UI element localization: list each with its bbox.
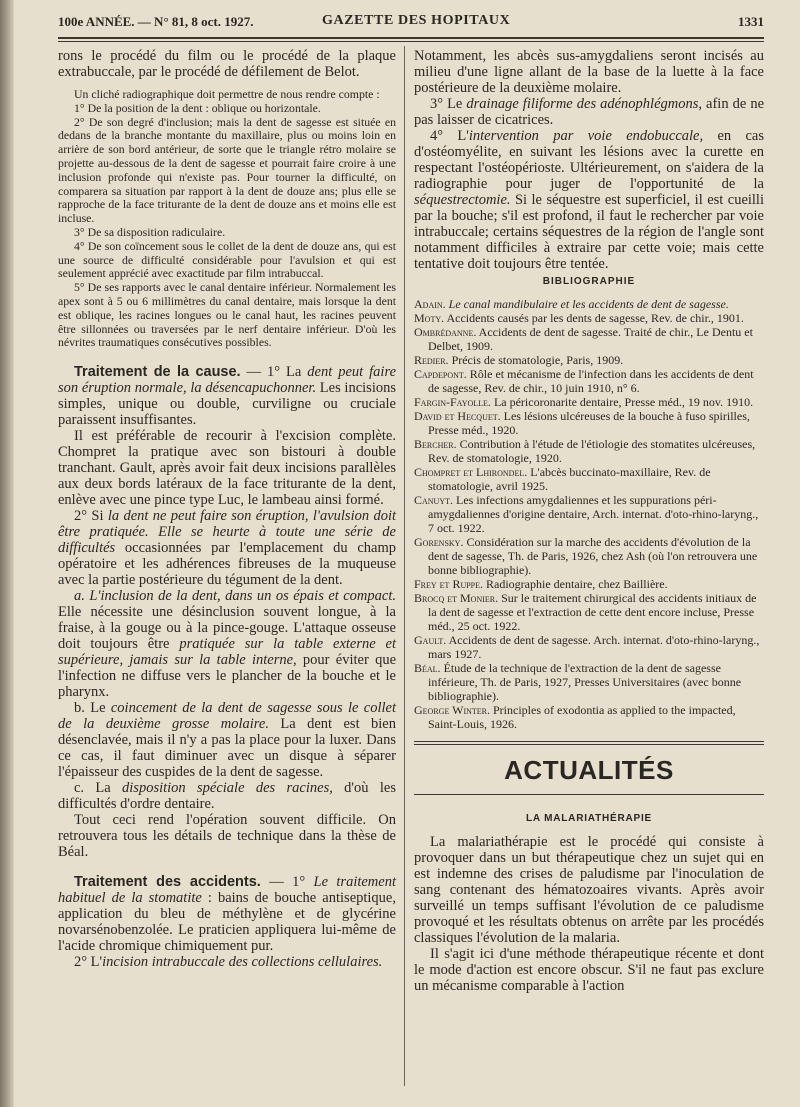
text-run: 2° Si xyxy=(74,508,108,525)
bibliography-entry xyxy=(414,465,764,493)
paragraph: Il est préférable de recourir à l'excision complète. Chompret la pratique avec son bistouri à double tranchant. Gault, après avoir fait deux incisions parallèles aux deux bords latéraux de la face triturante de la dent, enlève avec une pince type Luc, le lambeau ainsi formé. xyxy=(58,428,396,509)
section-cause xyxy=(58,364,396,428)
bibliography-author: Gault. xyxy=(414,633,447,647)
text-run: séquestrectomie. xyxy=(414,192,511,208)
bibliography-entry xyxy=(414,325,764,353)
text-run: — 1° La xyxy=(240,364,308,381)
bibliography-author: Frey et Ruppe. xyxy=(414,577,484,591)
bibliography-author: George Winter. xyxy=(414,703,490,717)
text-run: b. Le xyxy=(74,700,111,717)
bibliography-entry xyxy=(414,661,764,703)
right-column xyxy=(414,48,764,994)
bibliography-author: David et Hecquet. xyxy=(414,409,501,423)
paragraph: La malariathérapie est le procédé qui consiste à provoquer dans un but thérapeutique chez un sujet qui en est indemne des crises de paludisme par l'inoculation de sang contenant des hématozoaires vivants. Après avoir surveillé un temps suffisant l'évolution de ce paludisme provoqué et les résultats obtenus on arrête par les procédés classiques l'évolution de la malaria. xyxy=(414,834,764,946)
text-run: afin de ne pas laisser de cicatrices. xyxy=(414,96,765,128)
left-column xyxy=(58,48,396,970)
header-rule-thin xyxy=(58,41,764,42)
bibliography-author: Adain. xyxy=(414,297,446,311)
bibliography-reference: Les lésions ulcéreuses de la bouche à fuso spirilles, Presse méd., 1920. xyxy=(428,409,750,437)
paragraph xyxy=(58,588,396,700)
bibliography-author: Canuyt. xyxy=(414,493,453,507)
text-run: — 1° xyxy=(260,874,314,891)
text-run: pratiquée sur la table externe et supérieure, jamais sur la table interne, xyxy=(58,636,396,669)
bibliography-entry xyxy=(414,311,764,325)
paragraph: Notamment, les abcès sus-amygdaliens seront incisés au milieu d'une ligne allant de la base de la luette à la face postérieure de la deuxième molaire. xyxy=(414,48,764,96)
text-run: occasionnées par l'emplacement du champ opératoire et les adhérences fibreuses de la muqueuse avec la partie postérieure du tégument de la dent. xyxy=(58,540,396,589)
bibliography-reference: Sur le traitement chirurgical des accidents initiaux de la dent de sagesse et l'extraction de cette dent encore incluse, Presse méd., 25 oct. 1922. xyxy=(428,591,757,633)
bibliography-entry xyxy=(414,437,764,465)
bibliography-entry xyxy=(414,535,764,577)
list-item: 4° De son coïncement sous le collet de la dent de douze ans, qui est une source de difficulté considérable pour l'avulsion et qui est seulement apprécié avec exactitude par film intrabuccal. xyxy=(58,238,396,281)
text-run: Les incisions simples, unique ou double, curviligne ou cruciale paraissent insuffisantes. xyxy=(58,380,396,429)
journal-title: GAZETTE DES HOPITAUX xyxy=(322,13,511,28)
text-run: a. xyxy=(74,588,90,605)
text-run: Elle nécessite une désinclusion souvent longue, à la fraise, à la gouge ou à la pince-gouge. L'attaque osseuse doit toujours être xyxy=(58,604,396,653)
bibliography-reference: L'abcès buccinato-maxillaire, Rev. de stomatologie, avril 1925. xyxy=(428,465,711,493)
bibliography-entry xyxy=(414,577,764,591)
bibliography-author: Redier. xyxy=(414,353,449,367)
bibliography-reference: Accidents de dent de sagesse. Traité de chir., Le Dentu et Delbet, 1909. xyxy=(428,325,753,353)
text-run: L'inclusion de la dent, dans un os épais et compact. xyxy=(89,588,396,605)
column-divider xyxy=(404,46,405,1086)
text-run: disposition spéciale des racines, xyxy=(122,780,333,797)
section-rule xyxy=(414,741,764,742)
text-run: c. La xyxy=(74,780,123,797)
bibliography-author: Ombrédanne. xyxy=(414,325,477,339)
bibliography-author: Chompret et Lhirondel. xyxy=(414,465,528,479)
bibliography-entry xyxy=(414,297,764,311)
text-run: pour éviter que l'infection ne diffuse vers le plancher de la bouche et le pharynx. xyxy=(58,652,396,701)
paragraph xyxy=(58,780,396,812)
bibliography-entry xyxy=(414,395,764,409)
list-item: 1° De la position de la dent : oblique ou horizontale. xyxy=(74,100,321,115)
list-item: 3° De sa disposition radiculaire. xyxy=(74,224,226,239)
bibliography-reference: Le canal mandibulaire et les accidents de dent de sagesse. xyxy=(445,297,729,311)
paragraph xyxy=(58,700,396,780)
paragraph xyxy=(58,508,396,588)
page-binding-edge xyxy=(0,0,14,1107)
text-run: en cas d'ostéomyélite, en suivant les lésions avec la curette en respectant l'ostéopérioste. Ultérieurement, on s'aidera de la radiographie pour juger de l'opportunité de la xyxy=(414,128,764,192)
paragraph: Tout ceci rend l'opération souvent difficile. On retrouvera tous les détails de technique dans la thèse de Béal. xyxy=(58,812,396,861)
text-run: la dent ne peut faire son éruption, l'avulsion doit être pratiquée. Elle se heurte à toute une série de difficultés xyxy=(58,508,396,557)
bibliography-reference: Accidents de dent de sagesse. Arch. internat. d'oto-rhino-laryng., mars 1927. xyxy=(428,633,760,661)
bibliography-author: Brocq et Monier. xyxy=(414,591,499,605)
text-run: 3° Le xyxy=(430,96,467,112)
paragraph: Il s'agit ici d'une méthode thérapeutique récente et dont le mode d'action est encore obscur. S'il ne faut pas exclure un mécanisme comparable à l'action xyxy=(414,946,764,994)
paragraph: Un cliché radiographique doit permettre de nous rendre compte : xyxy=(74,87,380,101)
subsection-heading: LA MALARIATHÉRAPIE xyxy=(525,813,653,824)
section-heading: Traitement de la cause. xyxy=(74,364,241,381)
bibliography-author: Capdepont. xyxy=(414,367,467,381)
header-rule xyxy=(58,37,764,39)
bibliography-author: Bercher. xyxy=(414,437,457,451)
text-run: intervention par voie endobuccale, xyxy=(468,128,704,144)
bibliography-entry xyxy=(414,703,764,731)
bibliography-reference: Accidents causés par les dents de sagesse, Rev. de chir., 1901. xyxy=(444,311,744,325)
bibliography-list xyxy=(414,297,764,731)
bibliography-reference: Radiographie dentaire, chez Baillière. xyxy=(483,577,668,591)
text-run: coincement de la dent de sagesse sous le collet de la deuxième grosse molaire. xyxy=(58,700,396,733)
page-number: 1331 xyxy=(738,14,764,29)
text-run: : bains de bouche antiseptique, application du bleu de méthylène et de glycérine novarsénobenzolée. Le praticien appliquera lui-même de l'acide chromique chimiquement pur. xyxy=(58,890,396,955)
bibliography-reference: Considération sur la marche des accidents d'évolution de la dent de sagesse, Th. de Paris, 1926, chez Ash (où l'on retrouvera une bonne bibliographie). xyxy=(428,535,758,577)
text-run: Si le séquestre est superficiel, il est cueilli par la bouche; s'il est profond, il faut le rechercher par voie intrabuccale; certains séquestres de la région de l'angle sont notamment difficiles à extraire par cette voie; mais cette tentative doit toujours être tentée. xyxy=(414,192,764,272)
section-accidents xyxy=(58,874,396,954)
bibliography-reference: Principles of exodontia as applied to the impacted, Saint-Louis, 1926. xyxy=(428,703,736,731)
paragraph xyxy=(414,96,764,128)
issue-info: 100e ANNÉE. — N° 81, 8 oct. 1927. xyxy=(58,14,254,29)
bibliography-author: Moty. xyxy=(414,311,445,325)
bibliography-entry xyxy=(414,591,764,633)
text-run: 2° L' xyxy=(74,954,103,971)
bibliography-reference: La péricoronarite dentaire, Presse méd., 19 nov. 1910. xyxy=(490,395,754,409)
text-run: incision intrabuccale des collections cellulaires. xyxy=(102,954,383,971)
bibliography-author: Béal. xyxy=(414,661,441,675)
list-item: 5° De ses rapports avec le canal dentaire inférieur. Normalement les apex sont à 5 ou 6 millimètres du canal dentaire, mais lorsque la dent est oblique, les racines longues ou le canal haut, les racines peuvent être sillonnées ou traversées par le nerf dentaire inférieur. D'où les névrites traumatiques consécutives possibles. xyxy=(58,280,396,350)
text-run: La dent est bien désenclavée, mais il n'y a pas la place pour la luxer. Dans ce cas, il faut diminuer avec un disque à séparer l'épaisseur des cuspides de la dent de sagesse. xyxy=(58,716,396,781)
bibliography-reference: Les infections amygdaliennes et les suppurations péri-amygdaliennes d'origine dentaire, Arch. internat. d'oto-rhino-laryng., 7 oct. 1922. xyxy=(428,493,759,535)
text-run: drainage filiforme des adénophlégmons, xyxy=(466,96,703,112)
text-run: Le traitement habituel de la stomatite xyxy=(58,874,396,907)
bibliography-author: Gorensky. xyxy=(414,535,464,549)
page-header xyxy=(40,6,764,34)
text-run: dent peut faire son éruption normale, la désencapuchonner. xyxy=(58,364,397,397)
text-run: 4° L' xyxy=(430,128,469,144)
bibliography-heading: BIBLIOGRAPHIE xyxy=(542,276,636,287)
bibliography-reference: Rôle et mécanisme de l'infection dans les accidents de dent de sagesse, Rev. de chir., 10 juin 1910, n° 6. xyxy=(428,367,754,395)
bibliography-entry xyxy=(414,633,764,661)
bibliography-reference: Précis de stomatologie, Paris, 1909. xyxy=(448,353,624,367)
paragraph xyxy=(414,128,764,272)
list-item: 2° De son degré d'inclusion; mais la dent de sagesse est située en dedans de la branche montante du maxillaire, plus ou moins loin en arrière de son bord antérieur, de sorte que le triangle rétro molaire se projette au-dessous de la dent de sagesse et pourrait faire croire à une inclusion profonde qui n'existe pas. Pour tourner la difficulté, on comparera sa situation par rapport à la dent de douze ans; plus elle se rapproche de la face triturante de la dent de douze ans et moins elle est incluse. xyxy=(58,114,396,226)
bibliography-entry xyxy=(414,367,764,395)
bibliography-entry xyxy=(414,353,764,367)
bibliography-author: Fargin-Fayolle. xyxy=(414,395,491,409)
actualites-heading: ACTUALITÉS xyxy=(504,755,674,785)
bibliography-reference: Contribution à l'étude de l'étiologie des stomatites ulcéreuses, Rev. de stomatologie, 1920. xyxy=(428,437,756,465)
section-rule xyxy=(414,794,764,795)
section-heading: Traitement des accidents. xyxy=(74,874,261,891)
bibliography-entry xyxy=(414,493,764,535)
text-run: d'où les difficultés d'ordre dentaire. xyxy=(58,780,396,813)
paragraph: rons le procédé du film ou le procédé de la plaque extrabuccale, par le procédé de défilement de Belot. xyxy=(58,48,396,80)
bibliography-entry xyxy=(414,409,764,437)
paragraph xyxy=(58,954,396,970)
section-rule-thin xyxy=(414,744,764,745)
bibliography-reference: Étude de la technique de l'extraction de la dent de sagesse inférieure, Th. de Paris, 1927, Presses Universitaires (avec bonne bibliographie). xyxy=(428,661,742,703)
